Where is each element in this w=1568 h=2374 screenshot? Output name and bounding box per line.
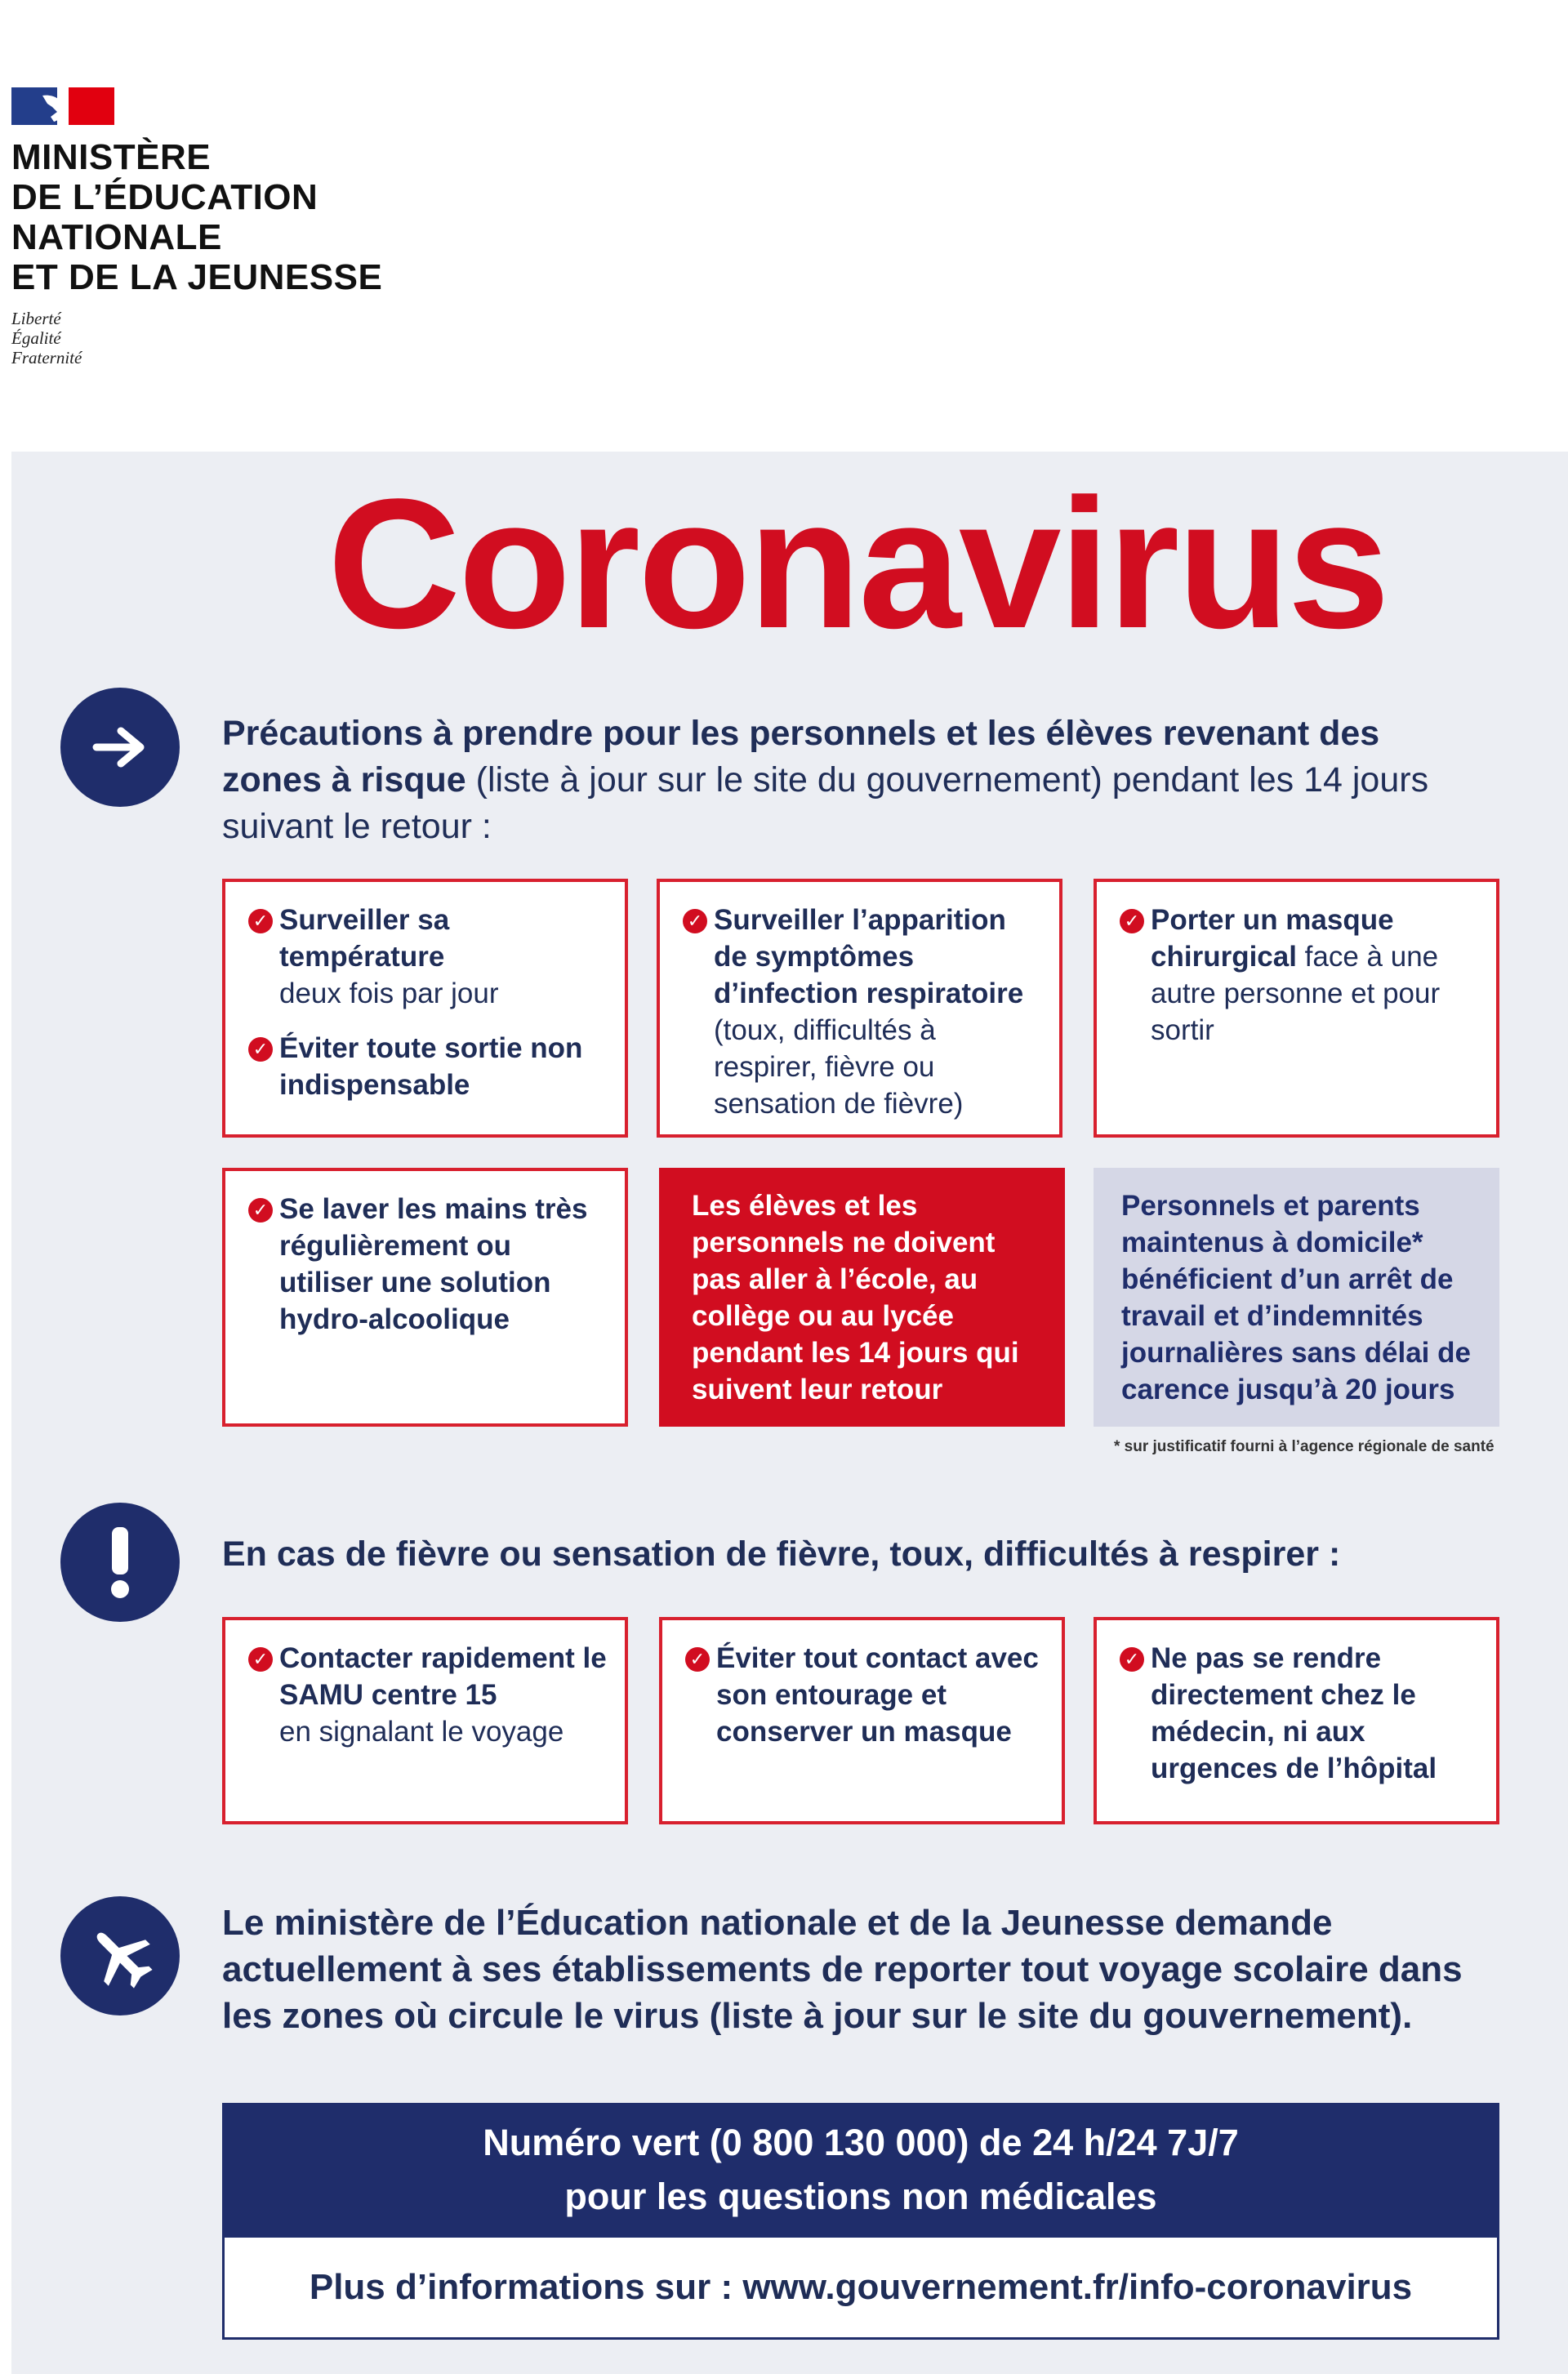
check-icon: ✓ <box>685 1647 710 1672</box>
check-icon: ✓ <box>248 1647 273 1672</box>
section1-heading-normal: (liste à jour sur le site du gouvernement) pendant les 14 jours suivant le retour : <box>222 760 1429 846</box>
list-item <box>683 902 1045 1122</box>
precaution-box-handwashing <box>222 1168 628 1427</box>
item-bold-text: Contacter rapidement le SAMU centre 15 <box>279 1642 607 1711</box>
check-icon: ✓ <box>248 909 273 933</box>
footnote: * sur justificatif fourni à l’agence régionale de santé <box>1114 1438 1494 1455</box>
item-bold-text: Surveiller l’apparition de symptômes d’infection respiratoire <box>714 904 1024 1009</box>
item-text: en signalant le voyage <box>279 1716 564 1748</box>
motto-line: Liberté <box>11 309 61 328</box>
list-item <box>248 1191 610 1338</box>
arrow-right-icon <box>60 688 180 807</box>
precaution-box-temperature <box>222 879 628 1138</box>
action-box-avoid-contact <box>659 1617 1065 1824</box>
hotline-banner <box>222 2103 1499 2238</box>
check-icon: ✓ <box>1120 1647 1144 1672</box>
section1-heading-bold: Précautions à prendre pour les personnels et les élèves revenant des zones à risque <box>222 714 1380 799</box>
list-item <box>248 1640 610 1750</box>
item-bold-text: Porter un masque chirurgical <box>1151 904 1394 973</box>
item-text: face à une autre personne et pour sortir <box>1151 941 1441 1046</box>
list-item <box>1120 1640 1481 1787</box>
page-title: Coronavirus <box>327 460 1388 666</box>
hotline-number: Numéro vert (0 800 130 000) de 24 h/24 7J/7 <box>483 2122 1239 2163</box>
ministry-line: ET DE LA JEUNESSE <box>11 257 383 297</box>
list-item <box>248 1030 610 1103</box>
action-box-no-doctor <box>1094 1617 1499 1824</box>
check-icon: ✓ <box>683 909 707 933</box>
motto <box>11 309 82 367</box>
ministry-name <box>11 137 382 297</box>
ministry-line: MINISTÈRE <box>11 137 212 177</box>
school-trip-notice: Le ministère de l’Éducation nationale et de la Jeunesse demande actuellement à ses établissements de reporter tout voyage scolaire dans les zones où circule le virus (liste à jour sur le site du gouvernement). <box>222 1903 1463 2036</box>
item-text: deux fois par jour <box>279 978 499 1009</box>
list-item <box>1120 902 1481 1049</box>
hotline-description: pour les questions non médicales <box>564 2176 1157 2217</box>
check-icon: ✓ <box>248 1198 273 1223</box>
list-item <box>248 902 610 1012</box>
info-link-banner: Plus d’informations sur : www.gouvernement.fr/info-coronavirus <box>222 2238 1499 2340</box>
precaution-box-symptoms <box>657 879 1062 1138</box>
header <box>0 0 1568 445</box>
check-icon: ✓ <box>1120 909 1144 933</box>
ministry-line: NATIONALE <box>11 217 222 257</box>
motto-line: Fraternité <box>11 348 82 367</box>
motto-line: Égalité <box>11 328 61 348</box>
precaution-box-mask <box>1094 879 1499 1138</box>
item-bold-text: Éviter toute sortie non indispensable <box>279 1032 583 1101</box>
section1-heading <box>222 710 1463 850</box>
school-exclusion-notice: Les élèves et les personnels ne doivent pas aller à l’école, au collège ou au lycée pendant les 14 jours qui suivent leur retour <box>659 1168 1065 1427</box>
item-bold-text: Se laver les mains très régulièrement ou utiliser une solution hydro-alcoolique <box>279 1193 588 1335</box>
item-bold-text: Surveiller sa température <box>279 904 450 973</box>
item-bold-text: Ne pas se rendre directement chez le médecin, ni aux urgences de l’hôpital <box>1151 1642 1437 1784</box>
airplane-icon <box>60 1896 180 2015</box>
marianne-flag-logo <box>11 87 114 125</box>
exclamation-icon <box>60 1503 180 1622</box>
list-item <box>685 1640 1047 1750</box>
ministry-line: DE L’ÉDUCATION <box>11 177 318 217</box>
item-bold-text: Éviter tout contact avec son entourage et conserver un masque <box>716 1642 1039 1748</box>
item-text: (toux, difficultés à respirer, fièvre ou sensation de fièvre) <box>714 1014 964 1120</box>
section2-heading: En cas de fièvre ou sensation de fièvre, toux, difficultés à respirer : <box>222 1534 1341 1574</box>
check-icon: ✓ <box>248 1037 273 1062</box>
work-leave-notice: Personnels et parents maintenus à domicile* bénéficient d’un arrêt de travail et d’indemnités journalières sans délai de carence jusqu’à 20 jours <box>1094 1168 1499 1427</box>
action-box-samu <box>222 1617 628 1824</box>
